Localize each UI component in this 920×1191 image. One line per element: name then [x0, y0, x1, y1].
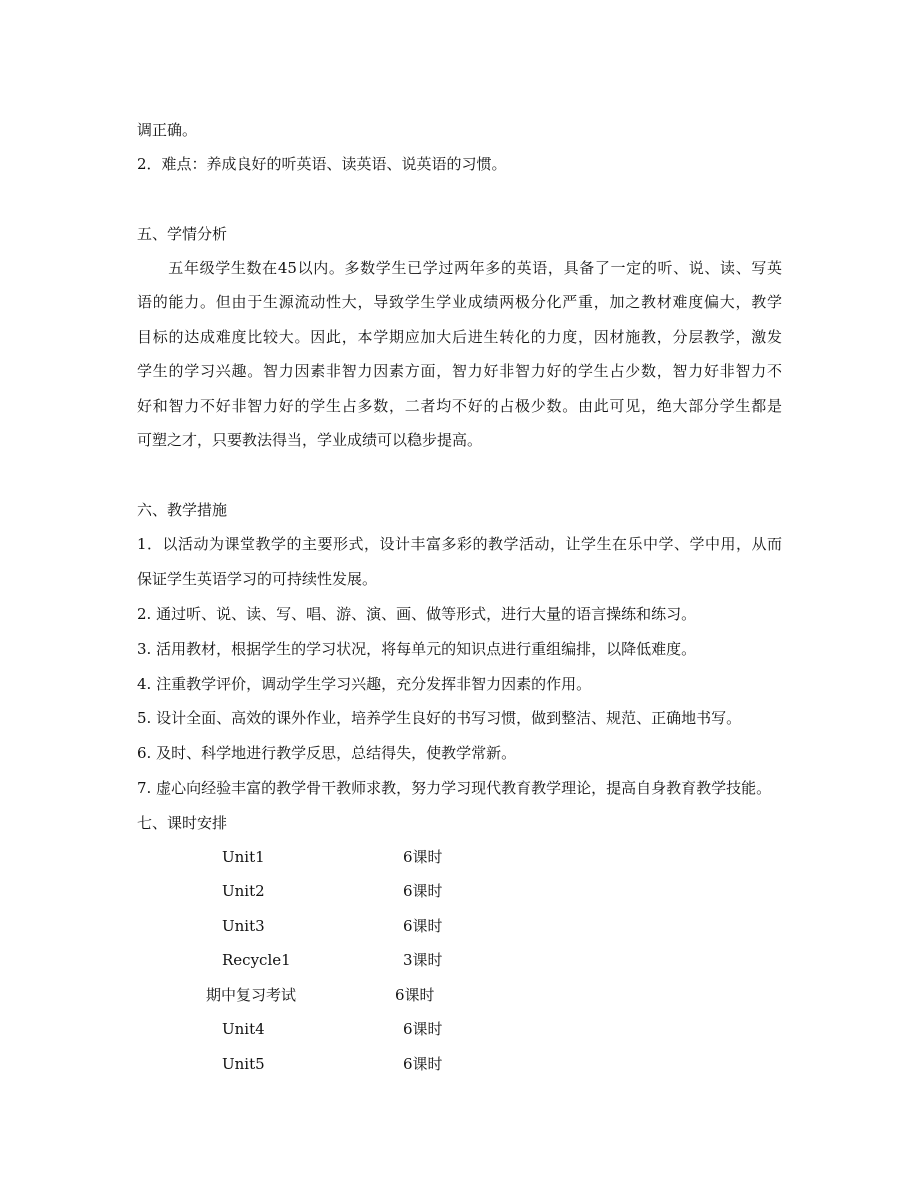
list-item: 6. 及时、科学地进行教学反思，总结得失，使教学常新。: [137, 744, 517, 762]
schedule-hours: 6课时: [403, 1020, 443, 1038]
paragraph-line: 语的能力。但由于生源流动性大，导致学生学业成绩两极分化严重，加之教材难度偏大，教学: [137, 293, 782, 311]
schedule-hours: 6课时: [403, 1055, 443, 1073]
schedule-unit: Unit3: [222, 917, 265, 935]
schedule-unit: Unit4: [222, 1020, 265, 1038]
list-item: 5. 设计全面、高效的课外作业，培养学生良好的书写习惯，做到整洁、规范、正确地书写。: [137, 709, 742, 727]
paragraph-line: 好和智力不好非智力好的学生占多数，二者均不好的占极少数。由此可见，绝大部分学生都是: [137, 397, 782, 415]
schedule-hours: 6课时: [403, 848, 443, 866]
paragraph-line: 可塑之才，只要教法得当，学业成绩可以稳步提高。: [137, 431, 483, 449]
text-line: 调正确。: [137, 121, 198, 139]
list-item: 7. 虚心向经验丰富的教学骨干教师求教，努力学习现代教育教学理论，提高自身教育教学技能。: [137, 779, 772, 797]
list-item: 3. 活用教材，根据学生的学习状况，将每单元的知识点进行重组编排，以降低难度。: [137, 640, 697, 658]
schedule-unit: Unit5: [222, 1055, 265, 1073]
section6-heading: 六、教学措施: [137, 501, 228, 519]
paragraph-line: 目标的达成难度比较大。因此，本学期应加大后进生转化的力度，因材施教，分层教学，激发: [137, 328, 782, 346]
section5-heading: 五、学情分析: [137, 225, 228, 243]
list-item: 2. 通过听、说、读、写、唱、游、演、画、做等形式，进行大量的语言操练和练习。: [137, 605, 697, 623]
list-item: 保证学生英语学习的可持续性发展。: [137, 570, 378, 588]
schedule-unit: Recycle1: [222, 951, 291, 969]
schedule-hours: 3课时: [403, 951, 443, 969]
paragraph-line: 五年级学生数在45以内。多数学生已学过两年多的英语，具备了一定的听、说、读、写英: [137, 259, 782, 277]
difficulty-line: 2．难点：养成良好的听英语、读英语、说英语的习惯。: [137, 155, 507, 173]
section7-heading: 七、课时安排: [137, 814, 228, 832]
list-item: 1．以活动为课堂教学的主要形式，设计丰富多彩的教学活动，让学生在乐中学、学中用，从而: [137, 535, 782, 553]
schedule-unit: Unit2: [222, 882, 265, 900]
schedule-unit: Unit1: [222, 848, 265, 866]
paragraph-line: 学生的学习兴趣。智力因素非智力因素方面，智力好非智力好的学生占少数，智力好非智力不: [137, 362, 782, 380]
schedule-hours: 6课时: [403, 882, 443, 900]
list-item: 4. 注重教学评价，调动学生学习兴趣，充分发挥非智力因素的作用。: [137, 675, 592, 693]
schedule-unit: 期中复习考试: [206, 986, 297, 1004]
schedule-hours: 6课时: [395, 986, 435, 1004]
schedule-hours: 6课时: [403, 917, 443, 935]
